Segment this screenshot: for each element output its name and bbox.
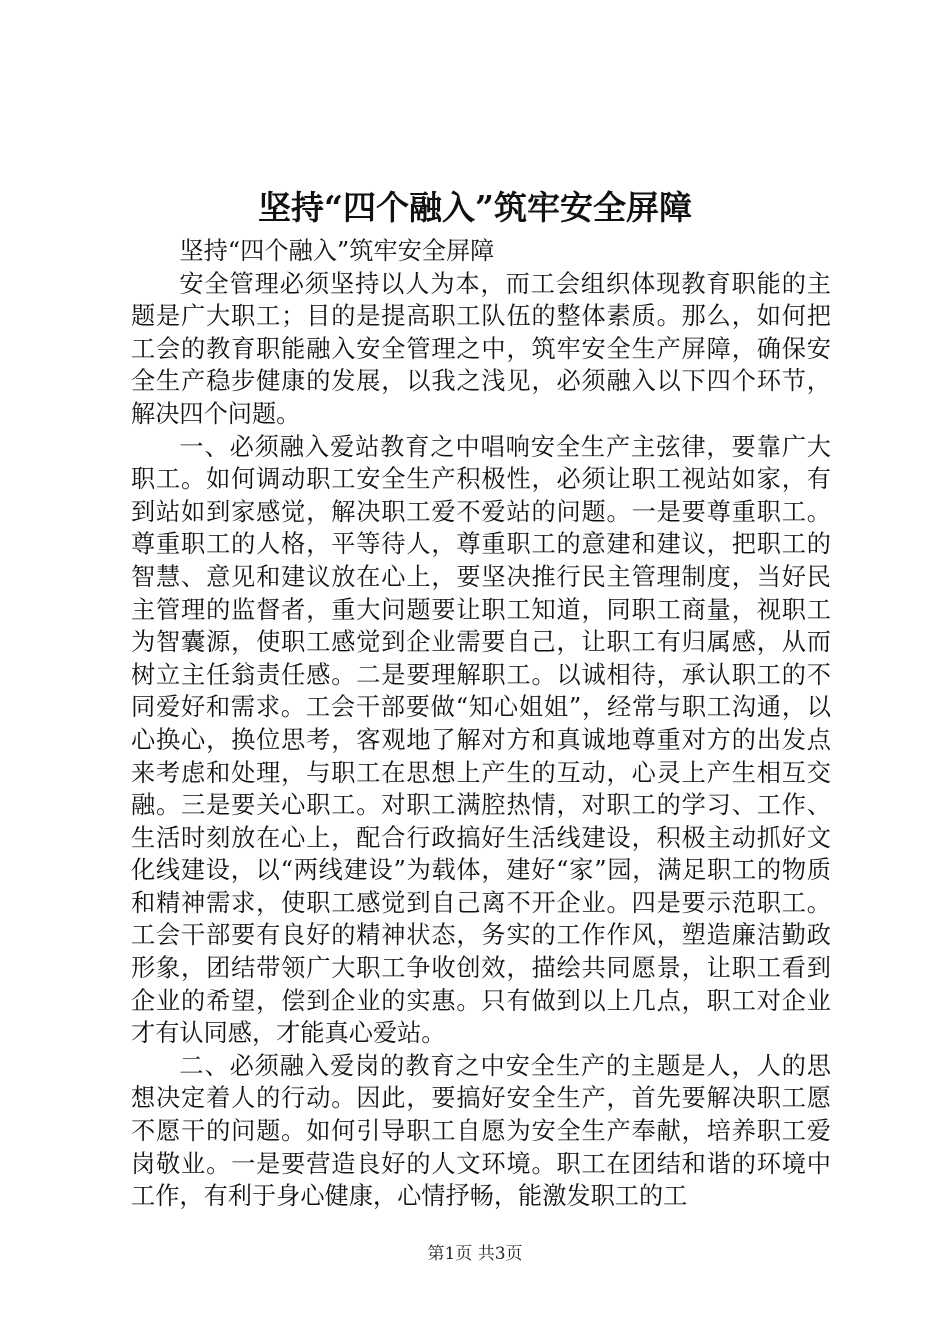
document-body <box>131 235 831 1213</box>
intro-paragraph: 安全管理必须坚持以人为本，而工会组织体现教育职能的主题是广大职工；目的是提高职工队伍的整体素质。那么，如何把工会的教育职能融入安全管理之中，筑牢安全生产屏障，确保安全生产稳步健康的发展，以我之浅见，必须融入以下四个环节，解决四个问题。 <box>131 269 831 428</box>
subtitle-paragraph: 坚持“四个融入”筑牢安全屏障 <box>179 237 495 265</box>
page-number-footer: 第1页 共3页 <box>427 1244 523 1264</box>
document-title: 坚持“四个融入”筑牢安全屏障 <box>258 188 692 227</box>
section-one-paragraph: 一、必须融入爱站教育之中唱响安全生产主弦律，要靠广大职工。如何调动职工安全生产积极性，必须让职工视站如家，有到站如到家感觉，解决职工爱不爱站的问题。一是要尊重职工。尊重职工的人格，平等待人，尊重职工的意建和建议，把职工的智慧、意见和建议放在心上，要坚决推行民主管理制度，当好民主管理的监督者，重大问题要让职工知道，同职工商量，视职工为智囊源，使职工感觉到企业需要自己，让职工有归属感，从而树立主任翁责任感。二是要理解职工。以诚相待，承认职工的不同爱好和需求。工会干部要做“知心姐姐”，经常与职工沟通，以心换心，换位思考，客观地了解对方和真诚地尊重对方的出发点来考虑和处理，与职工在思想上产生的互动，心灵上产生相互交融。三是要关心职工。对职工满腔热情，对职工的学习、工作、生活时刻放在心上，配合行政搞好生活线建设，积极主动抓好文化线建设，以“两线建设”为载体，建好“家”园，满足职工的物质和精神需求，使职工感觉到自己离不开企业。四是要示范职工。工会干部要有良好的精神状态，务实的工作作风，塑造廉洁勤政形象，团结带领广大职工争收创效，描绘共同愿景，让职工看到企业的希望，偿到企业的实惠。只有做到以上几点，职工对企业才有认同感，才能真心爱站。 <box>131 432 831 1048</box>
section-two-paragraph: 二、必须融入爱岗的教育之中安全生产的主题是人，人的思想决定着人的行动。因此，要搞好安全生产，首先要解决职工愿不愿干的问题。如何引导职工自愿为安全生产奉献，培养职工爱岗敬业。一是要营造良好的人文环境。职工在团结和谐的环境中工作，有利于身心健康，心情抒畅，能激发职工的工 <box>131 1051 831 1211</box>
